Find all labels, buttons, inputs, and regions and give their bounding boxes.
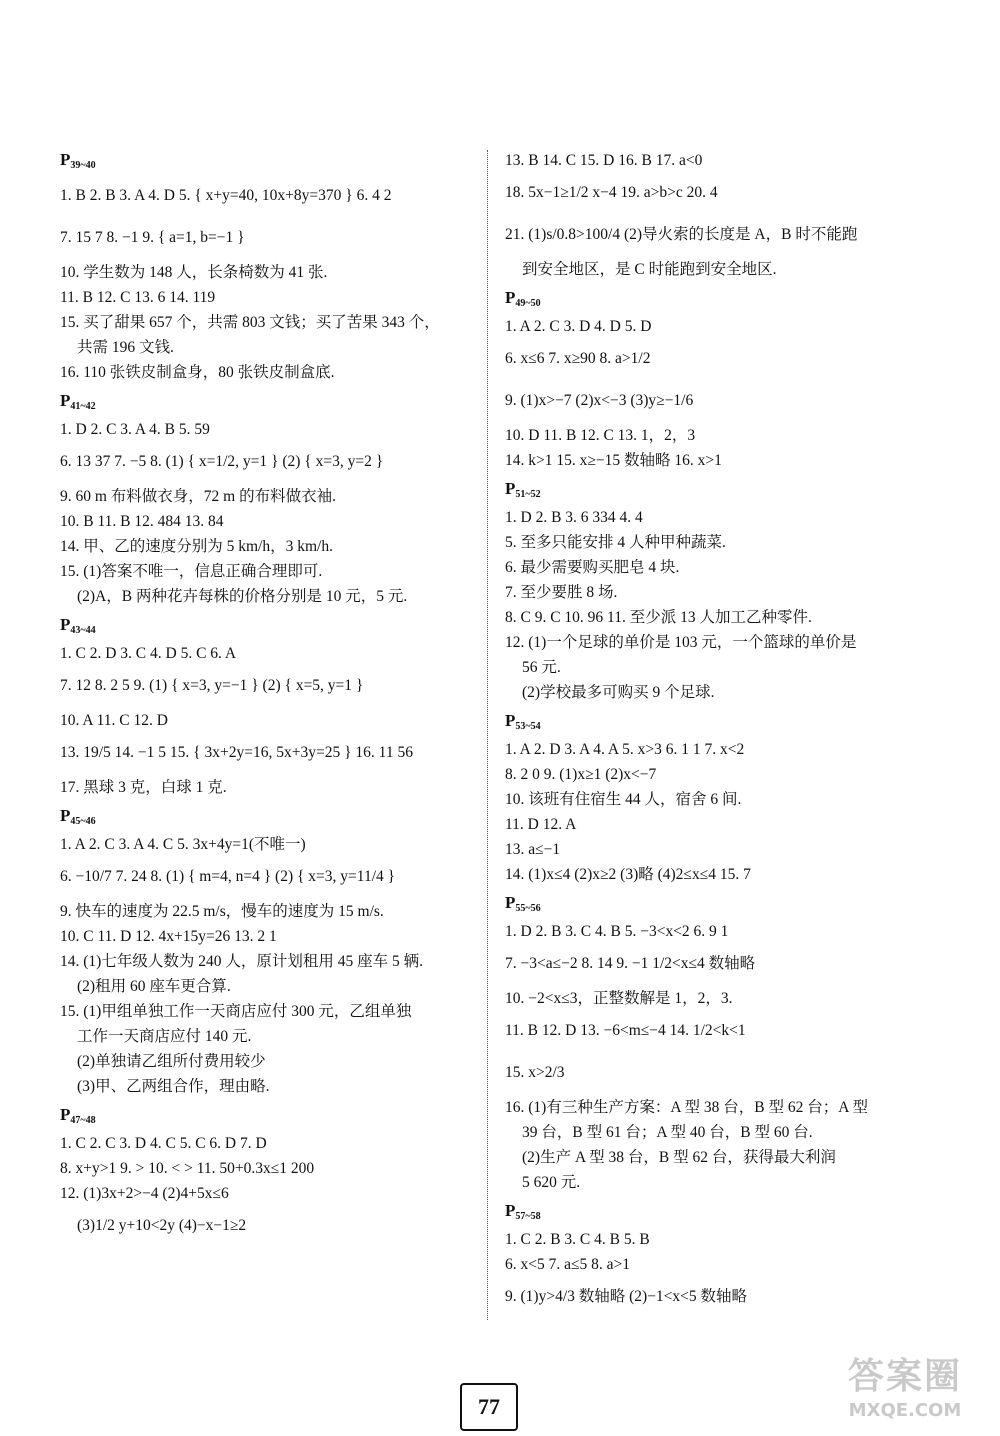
- section-title: P: [505, 288, 516, 307]
- section-page-range: [60, 389, 475, 413]
- answer-line: 1. A 2. C 3. A 4. C 5. 3x+4y=1(不唯一): [60, 836, 306, 853]
- section-page-range: [505, 477, 935, 501]
- answer-section: [505, 286, 935, 473]
- section-title-sub: 45~46: [70, 816, 96, 827]
- section-title: P: [60, 150, 71, 169]
- section-title-sub: 43~44: [70, 625, 96, 636]
- answer-line: 1. D 2. C 3. A 4. B 5. 59: [60, 421, 210, 438]
- answer-line: 39 台，B 型 61 台；A 型 40 台，B 型 60 台.: [522, 1124, 813, 1141]
- answer-line: 14. 甲、乙的速度分别为 5 km/h，3 km/h.: [60, 538, 333, 555]
- answer-line: 10. B 11. B 12. 484 13. 84: [60, 513, 224, 530]
- section-title-sub: 57~58: [515, 1211, 541, 1222]
- answer-line: 18. 5x−1≥1/2 x−4 19. a>b>c 20. 4: [505, 184, 718, 201]
- answer-line: 6. x<5 7. a≤5 8. a>1: [505, 1256, 630, 1273]
- answer-line: 10. 该班有住宿生 44 人，宿舍 6 间.: [505, 791, 742, 808]
- answer-line: 7. 15 7 8. −1 9. { a=1, b=−1 }: [60, 229, 245, 246]
- answer-line: 13. B 14. C 15. D 16. B 17. a<0: [505, 152, 703, 169]
- answer-line: (3)甲、乙两组合作，理由略.: [77, 1078, 270, 1095]
- answer-section: [60, 1103, 475, 1248]
- section-page-range: [505, 891, 935, 915]
- watermark-logo-text: 答案圈: [847, 1356, 962, 1397]
- answer-line: 7. 至少要胜 8 场.: [505, 584, 618, 601]
- answer-line: 17. 黑球 3 克，白球 1 克.: [60, 779, 227, 796]
- right-column: [505, 148, 935, 1323]
- answer-line: 1. C 2. B 3. C 4. B 5. B: [505, 1231, 650, 1248]
- answer-line: 9. (1)y>4/3 数轴略 (2)−1<x<5 数轴略: [505, 1288, 748, 1305]
- answer-line: 13. a≤−1: [505, 841, 561, 858]
- answer-line: 5 620 元.: [522, 1174, 581, 1191]
- answer-line: 11. B 12. D 13. −6<m≤−4 14. 1/2<k<1: [505, 1022, 746, 1039]
- answer-line: 56 元.: [522, 659, 561, 676]
- answer-line: 6. −10/7 7. 24 8. (1) { m=4, n=4 } (2) { x=3, y=11/4 }: [60, 868, 396, 885]
- section-page-range: [505, 1199, 935, 1223]
- answer-line: 12. (1)一个足球的单价是 103 元，一个篮球的单价是: [505, 634, 857, 651]
- answer-line: 共需 196 文钱.: [77, 339, 174, 356]
- answer-line: 10. D 11. B 12. C 13. 1，2，3: [505, 427, 696, 444]
- left-column: [60, 148, 475, 1252]
- answer-line: 1. A 2. C 3. D 4. D 5. D: [505, 318, 652, 335]
- answer-line: 10. A 11. C 12. D: [60, 712, 168, 729]
- answer-line: 1. D 2. B 3. C 4. B 5. −3<x<2 6. 9 1: [505, 923, 729, 940]
- answer-line: 7. −3<a≤−2 8. 14 9. −1 1/2<x≤4 数轴略: [505, 955, 756, 972]
- answer-line: 11. D 12. A: [505, 816, 577, 833]
- watermark-logo: [820, 1355, 990, 1425]
- answer-line: 15. (1)答案不唯一，信息正确合理即可.: [60, 563, 323, 580]
- section-page-range: [60, 148, 475, 172]
- answer-line: 6. 最少需要购买肥皂 4 块.: [505, 559, 680, 576]
- section-title: P: [60, 1105, 71, 1124]
- answer-section: [505, 1199, 935, 1319]
- answer-line: 1. D 2. B 3. 6 334 4. 4: [505, 509, 643, 526]
- answer-line: (2)单独请乙组所付费用较少: [77, 1053, 266, 1070]
- answer-line: 5. 至多只能安排 4 人种甲种蔬菜.: [505, 534, 726, 551]
- section-page-range: [60, 1103, 475, 1127]
- section-title: P: [505, 479, 516, 498]
- answer-section: [505, 148, 935, 282]
- section-title-sub: 53~54: [515, 721, 541, 732]
- answer-line: 10. C 11. D 12. 4x+15y=26 13. 2 1: [60, 928, 277, 945]
- answer-line: 工作一天商店应付 140 元.: [77, 1028, 252, 1045]
- answer-line: 9. 快车的速度为 22.5 m/s，慢车的速度为 15 m/s.: [60, 903, 384, 920]
- answer-line: 8. C 9. C 10. 96 11. 至少派 13 人加工乙种零件.: [505, 609, 812, 626]
- section-title-sub: 55~56: [515, 903, 541, 914]
- answer-line: 1. B 2. B 3. A 4. D 5. { x+y=40, 10x+8y=370 } 6. 4 2: [60, 187, 392, 204]
- answer-line: 8. x+y>1 9. > 10. < > 11. 50+0.3x≤1 200: [60, 1160, 315, 1177]
- answer-section: [60, 148, 475, 385]
- answer-line: (2)A，B 两种花卉每株的价格分别是 10 元，5 元.: [77, 588, 408, 605]
- answer-section: [60, 613, 475, 800]
- answer-line: 14. (1)x≤4 (2)x≥2 (3)略 (4)2≤x≤4 15. 7: [505, 866, 751, 883]
- answer-line: (2)生产 A 型 38 台，B 型 62 台，获得最大利润: [522, 1149, 836, 1166]
- answer-section: [505, 709, 935, 887]
- section-page-range: [60, 804, 475, 828]
- answer-line: 6. 13 37 7. −5 8. (1) { x=1/2, y=1 } (2) { x=3, y=2 }: [60, 453, 384, 470]
- answer-section: [60, 389, 475, 609]
- answer-line: 13. 19/5 14. −1 5 15. { 3x+2y=16, 5x+3y=25 } 16. 11 56: [60, 744, 413, 761]
- answer-line: 14. k>1 15. x≥−15 数轴略 16. x>1: [505, 452, 722, 469]
- section-title-sub: 47~48: [70, 1115, 96, 1126]
- page-number: 77: [460, 1383, 518, 1431]
- section-title: P: [60, 391, 71, 410]
- section-title: P: [60, 615, 71, 634]
- answer-line: 6. x≤6 7. x≥90 8. a>1/2: [505, 350, 651, 367]
- section-title-sub: 49~50: [515, 298, 541, 309]
- answer-line: 16. (1)有三种生产方案：A 型 38 台，B 型 62 台；A 型: [505, 1099, 868, 1116]
- answer-line: 15. x>2/3: [505, 1064, 565, 1081]
- answer-line: (2)学校最多可购买 9 个足球.: [522, 684, 715, 701]
- answer-line: 8. 2 0 9. (1)x≥1 (2)x<−7: [505, 766, 657, 783]
- answer-line: 21. (1)s/0.8>100/4 (2)导火索的长度是 A，B 时不能跑: [505, 226, 858, 243]
- section-title-sub: 39~40: [70, 160, 96, 171]
- answer-line: 14. (1)七年级人数为 240 人，原计划租用 45 座车 5 辆.: [60, 953, 423, 970]
- section-page-range: [505, 709, 935, 733]
- watermark-url: MXQE.COM: [848, 1400, 962, 1421]
- answer-line: (3)1/2 y+10<2y (4)−x−1≥2: [77, 1217, 247, 1234]
- answer-section: [60, 804, 475, 1099]
- section-title-sub: 41~42: [70, 401, 96, 412]
- answer-line: 10. −2<x≤3，正整数解是 1，2，3.: [505, 990, 733, 1007]
- answer-section: [505, 477, 935, 705]
- answer-section: [505, 891, 935, 1195]
- answer-line: 到安全地区，是 C 时能跑到安全地区.: [522, 261, 777, 278]
- answer-line: 11. B 12. C 13. 6 14. 119: [60, 289, 216, 306]
- answer-line: 12. (1)3x+2>−4 (2)4+5x≤6: [60, 1185, 229, 1202]
- answer-line: (2)租用 60 座车更合算.: [77, 978, 231, 995]
- section-title: P: [505, 711, 516, 730]
- answer-line: 15. 买了甜果 657 个，共需 803 文钱；买了苦果 343 个，: [60, 314, 440, 331]
- section-page-range: [60, 613, 475, 637]
- answer-line: 15. (1)甲组单独工作一天商店应付 300 元，乙组单独: [60, 1003, 412, 1020]
- answer-line: 1. C 2. C 3. D 4. C 5. C 6. D 7. D: [60, 1135, 267, 1152]
- column-divider: [487, 150, 488, 1320]
- answer-line: 1. A 2. D 3. A 4. A 5. x>3 6. 1 1 7. x<2: [505, 741, 745, 758]
- answer-line: 9. 60 m 布料做衣身，72 m 的布料做衣袖.: [60, 488, 336, 505]
- section-title: P: [60, 806, 71, 825]
- section-title: P: [505, 1201, 516, 1220]
- section-title-sub: 51~52: [515, 489, 541, 500]
- answer-line: 10. 学生数为 148 人，长条椅数为 41 张.: [60, 264, 328, 281]
- answer-line: 16. 110 张铁皮制盒身，80 张铁皮制盒底.: [60, 364, 335, 381]
- answer-line: 7. 12 8. 2 5 9. (1) { x=3, y=−1 } (2) { x=5, y=1 }: [60, 677, 364, 694]
- section-title: P: [505, 893, 516, 912]
- section-page-range: [505, 286, 935, 310]
- answer-line: 9. (1)x>−7 (2)x<−3 (3)y≥−1/6: [505, 392, 694, 409]
- answer-line: 1. C 2. D 3. C 4. D 5. C 6. A: [60, 645, 237, 662]
